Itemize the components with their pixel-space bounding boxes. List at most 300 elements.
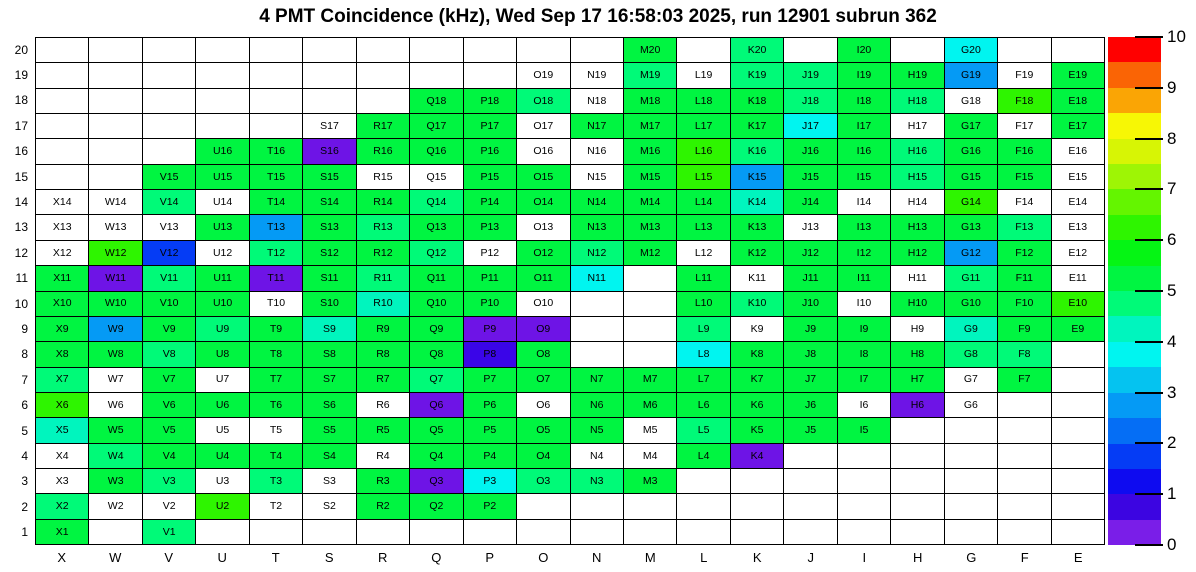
grid-cell-K6: K6: [731, 393, 783, 417]
y-axis-tick-label: 13: [14, 220, 28, 235]
grid-cell-S3: S3: [303, 469, 355, 493]
grid-cell-E16: E16: [1052, 139, 1104, 163]
grid-cell-Q2: Q2: [410, 494, 462, 518]
grid-cell-U15: U15: [196, 165, 248, 189]
colorbar-segment: [1108, 494, 1161, 519]
grid-cell-F18: F18: [998, 89, 1050, 113]
grid-cell-P16: P16: [464, 139, 516, 163]
grid-cell-empty: [143, 63, 195, 87]
grid-cell-G10: G10: [945, 292, 997, 316]
grid-cell-L13: L13: [677, 215, 729, 239]
grid-cell-K14: K14: [731, 190, 783, 214]
grid-cell-T14: T14: [250, 190, 302, 214]
grid-cell-J18: J18: [784, 89, 836, 113]
grid-cell-empty: [517, 38, 569, 62]
grid-cell-empty: [784, 444, 836, 468]
grid-cell-M7: M7: [624, 368, 676, 392]
grid-cell-empty: [250, 114, 302, 138]
grid-cell-empty: [624, 317, 676, 341]
grid-cell-R2: R2: [357, 494, 409, 518]
grid-cell-J5: J5: [784, 418, 836, 442]
grid-cell-J11: J11: [784, 266, 836, 290]
grid-cell-L7: L7: [677, 368, 729, 392]
x-axis-tick-label: V: [164, 549, 174, 565]
grid-cell-S11: S11: [303, 266, 355, 290]
grid-cell-empty: [517, 494, 569, 518]
grid-cell-O4: O4: [517, 444, 569, 468]
grid-cell-T8: T8: [250, 342, 302, 366]
colorbar-tick-label: 9: [1167, 77, 1177, 97]
grid-cell-U2: U2: [196, 494, 248, 518]
grid-cell-M12: M12: [624, 241, 676, 265]
grid-cell-empty: [891, 418, 943, 442]
heatmap-grid: [35, 37, 1105, 545]
y-axis-tick-label: 18: [14, 93, 28, 108]
grid-cell-H12: H12: [891, 241, 943, 265]
grid-cell-empty: [357, 520, 409, 544]
grid-cell-V3: V3: [143, 469, 195, 493]
grid-cell-R4: R4: [357, 444, 409, 468]
grid-cell-S9: S9: [303, 317, 355, 341]
grid-cell-M4: M4: [624, 444, 676, 468]
grid-cell-U5: U5: [196, 418, 248, 442]
grid-cell-M13: M13: [624, 215, 676, 239]
y-axis-tick-label: 15: [14, 169, 28, 184]
grid-cell-empty: [357, 89, 409, 113]
grid-cell-F7: F7: [998, 368, 1050, 392]
grid-cell-I18: I18: [838, 89, 890, 113]
grid-cell-U12: U12: [196, 241, 248, 265]
grid-cell-Q10: Q10: [410, 292, 462, 316]
grid-cell-M5: M5: [624, 418, 676, 442]
grid-cell-empty: [196, 89, 248, 113]
grid-cell-R5: R5: [357, 418, 409, 442]
grid-cell-empty: [143, 139, 195, 163]
x-axis-tick-label: U: [217, 549, 227, 565]
colorbar-tick-label: 3: [1167, 382, 1177, 402]
grid-cell-empty: [89, 139, 141, 163]
grid-cell-empty: [945, 444, 997, 468]
grid-cell-T4: T4: [250, 444, 302, 468]
grid-cell-E15: E15: [1052, 165, 1104, 189]
y-axis-tick-label: 6: [21, 398, 28, 413]
grid-cell-V15: V15: [143, 165, 195, 189]
grid-cell-O18: O18: [517, 89, 569, 113]
grid-cell-V1: V1: [143, 520, 195, 544]
grid-cell-U11: U11: [196, 266, 248, 290]
x-axis-tick-label: E: [1073, 549, 1083, 565]
colorbar-tick-label: 2: [1167, 433, 1177, 453]
grid-cell-M3: M3: [624, 469, 676, 493]
grid-cell-W11: W11: [89, 266, 141, 290]
x-axis-tick-label: X: [57, 549, 67, 565]
grid-cell-empty: [731, 469, 783, 493]
y-axis-tick-label: 1: [21, 525, 28, 540]
grid-cell-N4: N4: [571, 444, 623, 468]
colorbar-tick-label: 0: [1167, 535, 1177, 554]
grid-cell-O8: O8: [517, 342, 569, 366]
grid-cell-empty: [624, 342, 676, 366]
grid-cell-M17: M17: [624, 114, 676, 138]
grid-cell-V14: V14: [143, 190, 195, 214]
grid-cell-S5: S5: [303, 418, 355, 442]
grid-cell-empty: [36, 165, 88, 189]
grid-cell-J17: J17: [784, 114, 836, 138]
colorbar-tick: [1135, 544, 1163, 546]
y-axis-tick-label: 20: [14, 42, 28, 57]
grid-cell-L18: L18: [677, 89, 729, 113]
grid-cell-empty: [784, 469, 836, 493]
grid-cell-X1: X1: [36, 520, 88, 544]
grid-cell-I13: I13: [838, 215, 890, 239]
grid-cell-empty: [891, 38, 943, 62]
grid-cell-O13: O13: [517, 215, 569, 239]
grid-cell-W8: W8: [89, 342, 141, 366]
colorbar-tick-label: 10: [1167, 27, 1186, 46]
grid-cell-K16: K16: [731, 139, 783, 163]
grid-cell-V9: V9: [143, 317, 195, 341]
y-axis-tick-label: 16: [14, 144, 28, 159]
grid-cell-empty: [731, 520, 783, 544]
y-axis-tick-label: 12: [14, 245, 28, 260]
grid-cell-X9: X9: [36, 317, 88, 341]
grid-cell-empty: [143, 89, 195, 113]
grid-cell-R10: R10: [357, 292, 409, 316]
grid-cell-P13: P13: [464, 215, 516, 239]
grid-cell-empty: [891, 520, 943, 544]
y-axis-tick-label: 3: [21, 474, 28, 489]
grid-cell-T9: T9: [250, 317, 302, 341]
grid-cell-P7: P7: [464, 368, 516, 392]
grid-cell-empty: [571, 38, 623, 62]
grid-cell-X3: X3: [36, 469, 88, 493]
grid-cell-empty: [250, 89, 302, 113]
grid-cell-Q6: Q6: [410, 393, 462, 417]
grid-cell-N19: N19: [571, 63, 623, 87]
x-axis-tick-label: Q: [431, 549, 442, 565]
colorbar-segment: [1108, 139, 1161, 164]
grid-cell-empty: [1052, 469, 1104, 493]
grid-cell-empty: [196, 520, 248, 544]
grid-cell-P8: P8: [464, 342, 516, 366]
grid-cell-H13: H13: [891, 215, 943, 239]
grid-cell-V4: V4: [143, 444, 195, 468]
grid-cell-S2: S2: [303, 494, 355, 518]
y-axis-tick-label: 5: [21, 423, 28, 438]
grid-cell-T3: T3: [250, 469, 302, 493]
colorbar-segment: [1108, 418, 1161, 443]
grid-cell-W2: W2: [89, 494, 141, 518]
colorbar-segment: [1108, 164, 1161, 189]
grid-cell-Q17: Q17: [410, 114, 462, 138]
colorbar-tick-label: 7: [1167, 179, 1177, 199]
grid-cell-empty: [838, 469, 890, 493]
grid-cell-P6: P6: [464, 393, 516, 417]
grid-cell-P18: P18: [464, 89, 516, 113]
grid-cell-G16: G16: [945, 139, 997, 163]
grid-cell-P15: P15: [464, 165, 516, 189]
grid-cell-P17: P17: [464, 114, 516, 138]
colorbar-segment: [1108, 266, 1161, 291]
grid-cell-empty: [945, 520, 997, 544]
grid-cell-H19: H19: [891, 63, 943, 87]
grid-cell-P11: P11: [464, 266, 516, 290]
grid-cell-H14: H14: [891, 190, 943, 214]
grid-cell-empty: [196, 38, 248, 62]
grid-cell-U6: U6: [196, 393, 248, 417]
x-axis-tick-label: M: [644, 549, 656, 565]
grid-cell-I14: I14: [838, 190, 890, 214]
grid-cell-U14: U14: [196, 190, 248, 214]
grid-cell-R6: R6: [357, 393, 409, 417]
grid-cell-M19: M19: [624, 63, 676, 87]
grid-cell-empty: [250, 38, 302, 62]
grid-cell-G11: G11: [945, 266, 997, 290]
grid-cell-W12: W12: [89, 241, 141, 265]
grid-cell-empty: [36, 89, 88, 113]
colorbar-tick-label: 8: [1167, 128, 1177, 148]
y-axis-tick-label: 9: [21, 322, 28, 337]
grid-cell-Q13: Q13: [410, 215, 462, 239]
grid-cell-empty: [357, 63, 409, 87]
grid-cell-empty: [998, 418, 1050, 442]
grid-cell-F15: F15: [998, 165, 1050, 189]
grid-cell-V12: V12: [143, 241, 195, 265]
colorbar-tick: [1135, 290, 1163, 292]
grid-cell-L4: L4: [677, 444, 729, 468]
colorbar-tick: [1135, 239, 1163, 241]
grid-cell-F10: F10: [998, 292, 1050, 316]
y-axis-tick-label: 8: [21, 347, 28, 362]
y-axis-tick-label: 11: [15, 271, 28, 286]
grid-cell-J12: J12: [784, 241, 836, 265]
grid-cell-G17: G17: [945, 114, 997, 138]
grid-cell-S14: S14: [303, 190, 355, 214]
colorbar-segment: [1108, 215, 1161, 240]
colorbar-segment: [1108, 88, 1161, 113]
grid-cell-K12: K12: [731, 241, 783, 265]
grid-cell-G14: G14: [945, 190, 997, 214]
grid-cell-R13: R13: [357, 215, 409, 239]
x-axis-tick-label: N: [592, 549, 602, 565]
grid-cell-empty: [624, 292, 676, 316]
grid-cell-X10: X10: [36, 292, 88, 316]
grid-cell-empty: [784, 494, 836, 518]
grid-cell-empty: [731, 494, 783, 518]
grid-cell-M16: M16: [624, 139, 676, 163]
grid-cell-M15: M15: [624, 165, 676, 189]
grid-cell-E13: E13: [1052, 215, 1104, 239]
grid-cell-R3: R3: [357, 469, 409, 493]
grid-cell-K8: K8: [731, 342, 783, 366]
grid-cell-empty: [571, 494, 623, 518]
grid-cell-X14: X14: [36, 190, 88, 214]
colorbar-segment: [1108, 342, 1161, 367]
grid-cell-G7: G7: [945, 368, 997, 392]
x-axis-tick-label: T: [271, 549, 280, 565]
grid-cell-O6: O6: [517, 393, 569, 417]
grid-cell-empty: [143, 114, 195, 138]
grid-cell-X7: X7: [36, 368, 88, 392]
grid-cell-Q4: Q4: [410, 444, 462, 468]
grid-cell-G13: G13: [945, 215, 997, 239]
grid-cell-U8: U8: [196, 342, 248, 366]
grid-cell-J15: J15: [784, 165, 836, 189]
grid-cell-I16: I16: [838, 139, 890, 163]
colorbar-segment: [1108, 367, 1161, 392]
grid-cell-I9: I9: [838, 317, 890, 341]
grid-cell-O16: O16: [517, 139, 569, 163]
grid-cell-M6: M6: [624, 393, 676, 417]
grid-cell-G6: G6: [945, 393, 997, 417]
grid-cell-empty: [571, 520, 623, 544]
grid-cell-I15: I15: [838, 165, 890, 189]
x-axis-tick-label: G: [966, 549, 977, 565]
colorbar-segment: [1108, 240, 1161, 265]
grid-cell-I8: I8: [838, 342, 890, 366]
grid-cell-W3: W3: [89, 469, 141, 493]
x-axis-tick-label: F: [1020, 549, 1029, 565]
colorbar-tick: [1135, 341, 1163, 343]
grid-cell-E19: E19: [1052, 63, 1104, 87]
grid-cell-Q11: Q11: [410, 266, 462, 290]
grid-cell-W9: W9: [89, 317, 141, 341]
grid-cell-W6: W6: [89, 393, 141, 417]
y-axis-tick-label: 14: [14, 195, 28, 210]
grid-cell-K11: K11: [731, 266, 783, 290]
grid-cell-empty: [303, 89, 355, 113]
grid-cell-T12: T12: [250, 241, 302, 265]
grid-cell-U16: U16: [196, 139, 248, 163]
grid-cell-P4: P4: [464, 444, 516, 468]
grid-cell-E10: E10: [1052, 292, 1104, 316]
grid-cell-R9: R9: [357, 317, 409, 341]
grid-cell-J14: J14: [784, 190, 836, 214]
grid-cell-X13: X13: [36, 215, 88, 239]
colorbar-tick-label: 1: [1167, 484, 1177, 504]
grid-cell-K7: K7: [731, 368, 783, 392]
grid-cell-K20: K20: [731, 38, 783, 62]
grid-cell-empty: [89, 89, 141, 113]
grid-cell-U10: U10: [196, 292, 248, 316]
grid-cell-empty: [571, 342, 623, 366]
grid-cell-empty: [784, 38, 836, 62]
colorbar-tick: [1135, 392, 1163, 394]
colorbar-tick-label: 5: [1167, 281, 1177, 300]
x-axis-tick-label: H: [913, 549, 923, 565]
grid-cell-empty: [624, 266, 676, 290]
grid-cell-W4: W4: [89, 444, 141, 468]
grid-cell-X4: X4: [36, 444, 88, 468]
grid-cell-T15: T15: [250, 165, 302, 189]
grid-cell-empty: [1052, 494, 1104, 518]
grid-cell-S15: S15: [303, 165, 355, 189]
grid-cell-O19: O19: [517, 63, 569, 87]
x-axis-tick-label: W: [109, 549, 122, 565]
grid-cell-R7: R7: [357, 368, 409, 392]
grid-cell-H9: H9: [891, 317, 943, 341]
grid-cell-K18: K18: [731, 89, 783, 113]
grid-cell-empty: [945, 494, 997, 518]
grid-cell-J7: J7: [784, 368, 836, 392]
grid-cell-P2: P2: [464, 494, 516, 518]
grid-cell-O12: O12: [517, 241, 569, 265]
grid-cell-empty: [838, 520, 890, 544]
grid-cell-empty: [36, 139, 88, 163]
grid-cell-V2: V2: [143, 494, 195, 518]
grid-cell-J13: J13: [784, 215, 836, 239]
grid-cell-empty: [410, 38, 462, 62]
grid-cell-O17: O17: [517, 114, 569, 138]
grid-cell-empty: [250, 520, 302, 544]
y-axis-tick-label: 7: [21, 372, 28, 387]
grid-cell-S7: S7: [303, 368, 355, 392]
grid-cell-empty: [303, 63, 355, 87]
grid-cell-F11: F11: [998, 266, 1050, 290]
grid-cell-Q5: Q5: [410, 418, 462, 442]
grid-cell-N11: N11: [571, 266, 623, 290]
grid-cell-empty: [998, 444, 1050, 468]
grid-cell-empty: [303, 38, 355, 62]
grid-cell-Q3: Q3: [410, 469, 462, 493]
grid-cell-I12: I12: [838, 241, 890, 265]
grid-cell-I7: I7: [838, 368, 890, 392]
grid-cell-P9: P9: [464, 317, 516, 341]
grid-cell-G12: G12: [945, 241, 997, 265]
grid-cell-N6: N6: [571, 393, 623, 417]
colorbar-segment: [1108, 469, 1161, 494]
y-axis-tick-label: 4: [21, 449, 28, 464]
grid-cell-F14: F14: [998, 190, 1050, 214]
grid-cell-E12: E12: [1052, 241, 1104, 265]
grid-cell-Q16: Q16: [410, 139, 462, 163]
colorbar-segment: [1108, 316, 1161, 341]
grid-cell-empty: [1052, 342, 1104, 366]
grid-cell-empty: [1052, 418, 1104, 442]
colorbar-segment: [1108, 37, 1161, 62]
grid-cell-S10: S10: [303, 292, 355, 316]
grid-cell-R16: R16: [357, 139, 409, 163]
grid-cell-L19: L19: [677, 63, 729, 87]
grid-cell-F17: F17: [998, 114, 1050, 138]
x-axis-tick-label: P: [485, 549, 495, 565]
grid-cell-N18: N18: [571, 89, 623, 113]
grid-cell-I20: I20: [838, 38, 890, 62]
colorbar-tick: [1135, 442, 1163, 444]
grid-cell-S6: S6: [303, 393, 355, 417]
grid-cell-W5: W5: [89, 418, 141, 442]
grid-cell-N3: N3: [571, 469, 623, 493]
grid-cell-G18: G18: [945, 89, 997, 113]
grid-cell-F9: F9: [998, 317, 1050, 341]
grid-cell-empty: [677, 38, 729, 62]
grid-cell-U7: U7: [196, 368, 248, 392]
grid-cell-empty: [89, 165, 141, 189]
grid-cell-V11: V11: [143, 266, 195, 290]
grid-cell-P3: P3: [464, 469, 516, 493]
grid-cell-S13: S13: [303, 215, 355, 239]
grid-cell-empty: [945, 469, 997, 493]
grid-cell-Q15: Q15: [410, 165, 462, 189]
colorbar-segment: [1108, 393, 1161, 418]
grid-cell-W10: W10: [89, 292, 141, 316]
grid-cell-L17: L17: [677, 114, 729, 138]
grid-cell-N12: N12: [571, 241, 623, 265]
grid-cell-T10: T10: [250, 292, 302, 316]
grid-cell-Q8: Q8: [410, 342, 462, 366]
grid-cell-X12: X12: [36, 241, 88, 265]
grid-cell-empty: [36, 63, 88, 87]
